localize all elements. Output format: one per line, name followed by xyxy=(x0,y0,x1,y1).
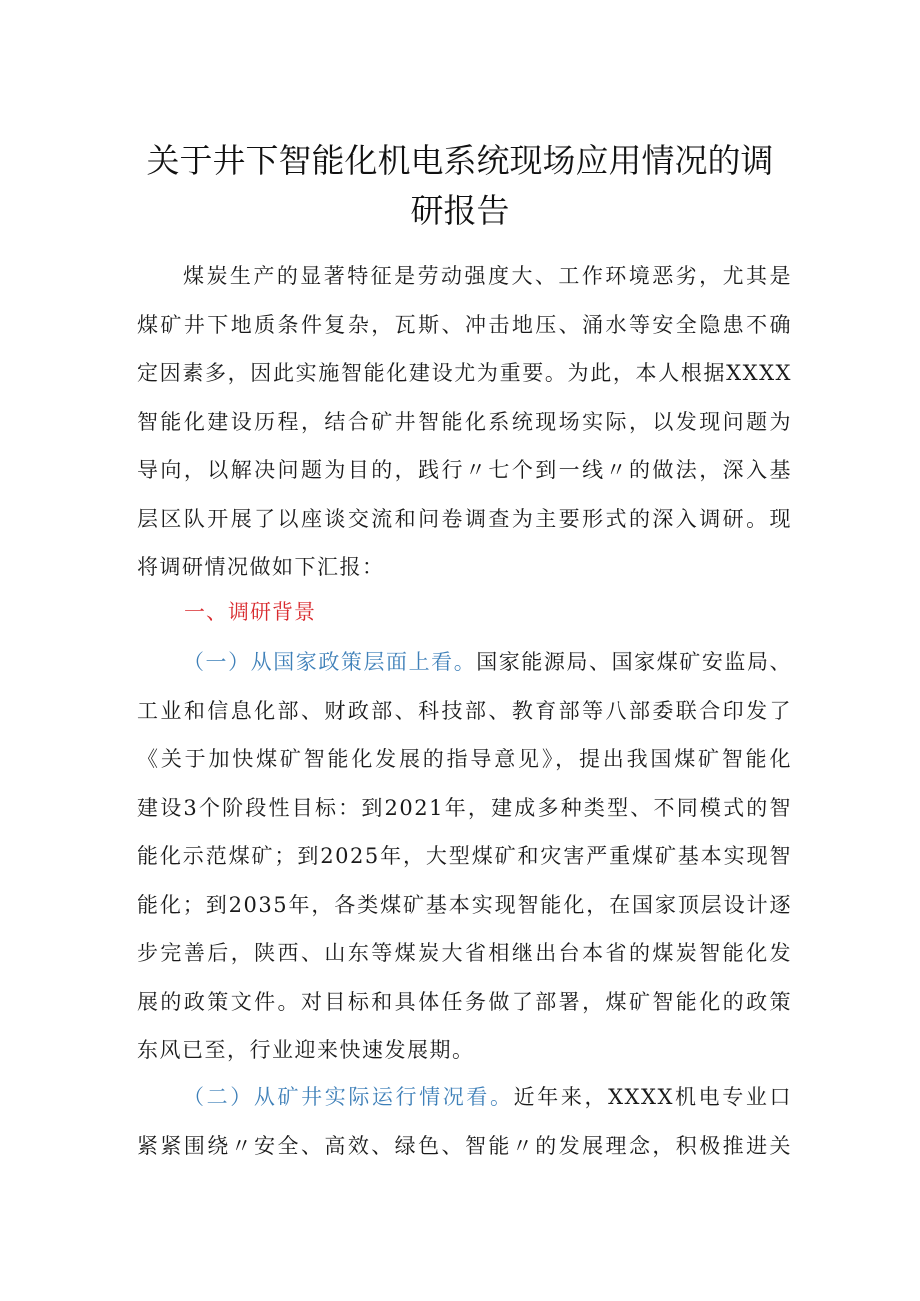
intro-line: 层区队开展了以座谈交流和问卷调查为主要形式的深入调研。现 xyxy=(137,506,792,531)
intro-line: 煤矿井下地质条件复杂，瓦斯、冲击地压、涌水等安全隐患不确 xyxy=(137,312,792,337)
subsection-1-heading: （一）从国家政策层面上看。 xyxy=(183,650,477,674)
intro-line: 智能化建设历程，结合矿井智能化系统现场实际，以发现问题为 xyxy=(137,409,792,434)
intro-line: 将调研情况做如下汇报： xyxy=(137,555,385,579)
subsection-1-line: 能化；到2035年，各类煤矿基本实现智能化，在国家顶层设计逐 xyxy=(137,892,792,917)
document-title-line-1: 关于井下智能化机电系统现场应用情况的调 xyxy=(146,141,774,180)
subsection-1-paragraph xyxy=(137,638,792,1075)
subsection-2-first-line xyxy=(137,1073,792,1122)
subsection-1-line: 展的政策文件。对目标和具体任务做了部署，煤矿智能化的政策 xyxy=(137,989,792,1014)
intro-paragraph xyxy=(137,252,792,592)
subsection-1-line: 步完善后，陕西、山东等煤炭大省相继出台本省的煤炭智能化发 xyxy=(137,941,792,965)
subsection-1-line: 建设3个阶段性目标：到2021年，建成多种类型、不同模式的智 xyxy=(137,795,792,820)
subsection-1-line: 东风已至，行业迎来快速发展期。 xyxy=(137,1038,475,1062)
subsection-2-heading: （二）从矿井实际运行情况看。 xyxy=(183,1085,514,1109)
document-title-line-2: 研报告 xyxy=(410,191,510,230)
intro-line: 导向，以解决问题为目的，践行〃七个到一线〃的做法，深入基 xyxy=(137,458,792,482)
subsection-1-first-line xyxy=(137,638,792,687)
subsection-2-line: 紧紧围绕〃安全、高效、绿色、智能〃的发展理念，积极推进关 xyxy=(137,1133,792,1158)
subsection-1-first-text: 国家能源局、国家煤矿安监局、 xyxy=(476,650,792,674)
section-heading-1: 一、调研背景 xyxy=(184,600,316,624)
subsection-1-line: 能化示范煤矿；到2025年，大型煤矿和灾害严重煤矿基本实现智 xyxy=(137,844,792,868)
subsection-1-line: 《关于加快煤矿智能化发展的指导意见》，提出我国煤矿智能化 xyxy=(137,747,792,771)
subsection-2-first-text: 近年来，XXXX机电专业口 xyxy=(513,1085,792,1109)
subsection-1-line: 工业和信息化部、财政部、科技部、教育部等八部委联合印发了 xyxy=(137,698,792,723)
intro-line: 煤炭生产的显著特征是劳动强度大、工作环境恶劣，尤其是 xyxy=(183,264,792,288)
subsection-2-paragraph xyxy=(137,1073,792,1170)
intro-line: 定因素多，因此实施智能化建设尤为重要。为此，本人根据XXXX xyxy=(137,361,792,385)
